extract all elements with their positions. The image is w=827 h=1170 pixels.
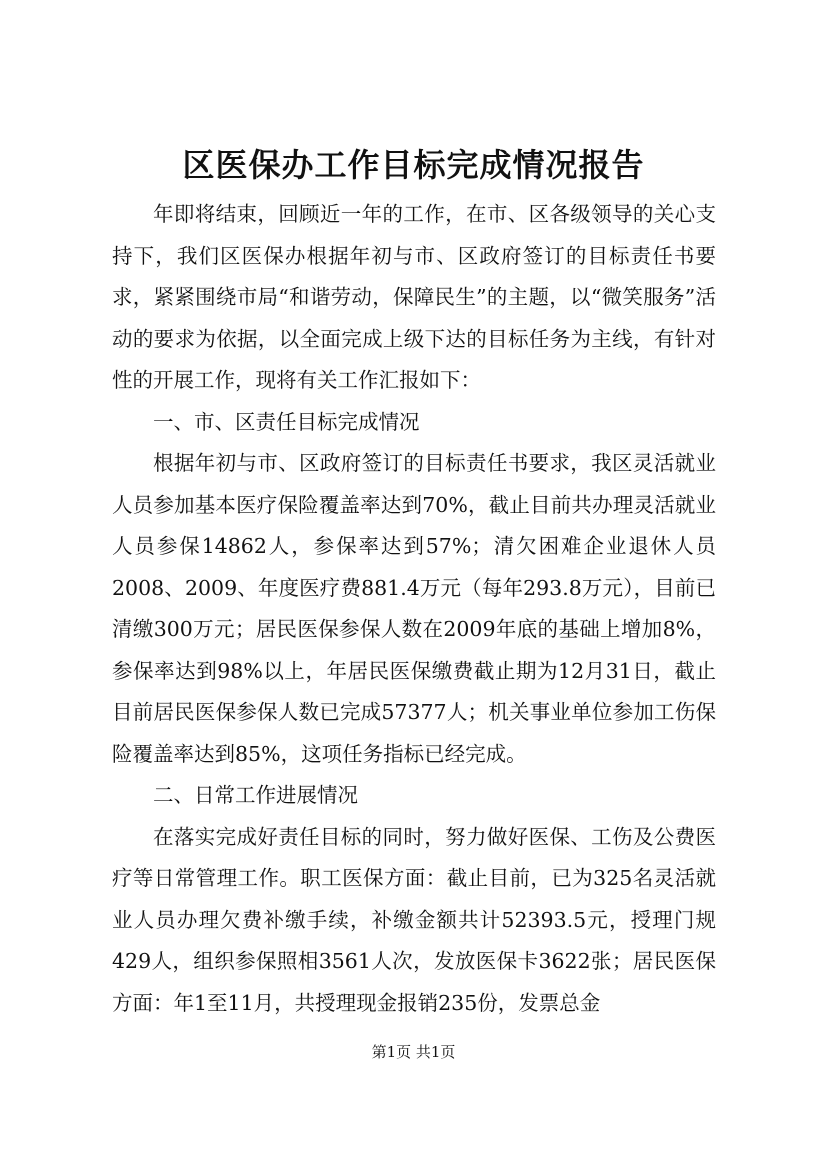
section-heading-1: 一、市、区责任目标完成情况	[153, 409, 420, 434]
paragraph-daily-work: 在落实完成好责任目标的同时，努力做好医保、工伤及公费医疗等日常管理工作。职工医保方面：截止目前，已为325名灵活就业人员办理欠费补缴手续，补缴金额共计52393.5元，授理门规429人，组织参保照相3561人次，发放医保卡3622张；居民医保方面：年1至11月，共授理现金报销235份，发票总金	[112, 824, 716, 1015]
paragraph-intro: 年即将结束，回顾近一年的工作，在市、区各级领导的关心支持下，我们区医保办根据年初与市、区政府签订的目标责任书要求，紧紧围绕市局“和谐劳动，保障民生”的主题，以“微笑服务”活动的要求为依据，以全面完成上级下达的目标任务为主线，有针对性的开展工作，现将有关工作汇报如下：	[112, 202, 716, 392]
paragraph-targets: 根据年初与市、区政府签订的目标责任书要求，我区灵活就业人员参加基本医疗保险覆盖率达到70%，截止目前共办理灵活就业人员参保14862人，参保率达到57%；清欠困难企业退休人员2008、2009、年度医疗费881.4万元（每年293.8万元），目前已清缴300万元；居民医保参保人数在2009年底的基础上增加8%，参保率达到98%以上，年居民医保缴费截止期为12月31日，截止目前居民医保参保人数已完成57377人；机关事业单位参加工伤保险覆盖率达到85%，这项任务指标已经完成。	[112, 451, 716, 766]
document-title: 区医保办工作目标完成情况报告	[182, 146, 645, 184]
section-heading-2: 二、日常工作进展情况	[153, 783, 358, 807]
document-body	[112, 194, 716, 1024]
page-number: 第1页 共1页	[371, 1043, 456, 1061]
